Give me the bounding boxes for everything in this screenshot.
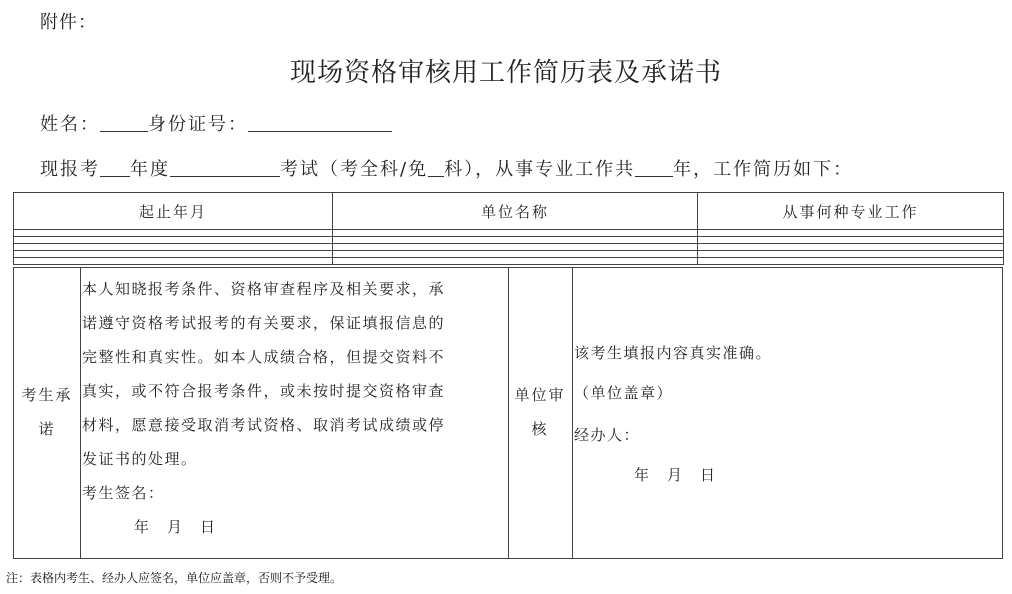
table-header-row [14, 193, 1004, 230]
column-header-employer: 单位名称 [333, 193, 698, 230]
name-blank[interactable] [100, 111, 148, 132]
column-header-period: 起止年月 [14, 193, 333, 230]
table-row [14, 237, 1004, 244]
candidate-date: 年 月 日 [134, 518, 217, 536]
name-id-row [40, 110, 392, 136]
table-row [14, 230, 1004, 237]
divider [572, 268, 573, 558]
pledge-line: 材料，愿意接受取消考试资格、取消考试成绩或停 [82, 416, 446, 434]
year-label: 年度 [130, 159, 170, 180]
work-years-blank[interactable] [635, 156, 673, 177]
id-number-blank[interactable] [248, 111, 392, 132]
column-header-work-type: 从事何种专业工作 [698, 193, 1004, 230]
attachment-label: 附件： [40, 12, 97, 33]
pledge-text [82, 272, 492, 544]
pledge-line: 本人知晓报考条件、资格审查程序及相关要求，承 [82, 280, 446, 298]
subject-close: 科），从事专业工作共 [444, 159, 636, 180]
exam-year-blank[interactable] [100, 156, 130, 177]
exam-info-row [40, 155, 853, 181]
exam-prefix: 现报考 [40, 159, 100, 180]
unit-review-label: 单位审 核 [514, 386, 566, 438]
footer-note: 注：表格内考生、经办人应签名，单位应盖章，否则不予受理。 [6, 571, 343, 585]
candidate-pledge-label: 考生承 诺 [21, 386, 73, 438]
pledge-line: 诺遵守资格考试报考的有关要求，保证填报信息的 [82, 314, 446, 332]
handler-label: 经办人： [574, 426, 641, 444]
work-history-table [13, 192, 1004, 265]
pledge-line: 真实，或不符合报考条件，或未按时提交资格审查 [82, 382, 446, 400]
divider [80, 268, 81, 558]
table-row [14, 258, 1004, 265]
candidate-signature-label: 考生签名： [82, 484, 165, 502]
page-title: 现场资格审核用工作简历表及承诺书 [289, 58, 722, 88]
review-date: 年 月 日 [634, 466, 717, 484]
exam-name-blank[interactable] [170, 156, 280, 177]
exempt-subject-blank[interactable] [428, 156, 444, 177]
work-years-suffix: 年，工作简历如下： [673, 159, 854, 180]
name-label: 姓名： [40, 114, 100, 135]
table-row [14, 244, 1004, 251]
exam-label: 考试（考全科/免 [280, 159, 429, 180]
pledge-section [13, 267, 1003, 559]
pledge-line: 完整性和真实性。如本人成绩合格，但提交资料不 [82, 348, 446, 366]
pledge-line: 发证书的处理。 [82, 450, 198, 468]
unit-seal-label: （单位盖章） [574, 384, 674, 402]
table-row [14, 251, 1004, 258]
id-label: 身份证号： [148, 114, 248, 135]
review-statement: 该考生填报内容真实准确。 [574, 344, 773, 362]
